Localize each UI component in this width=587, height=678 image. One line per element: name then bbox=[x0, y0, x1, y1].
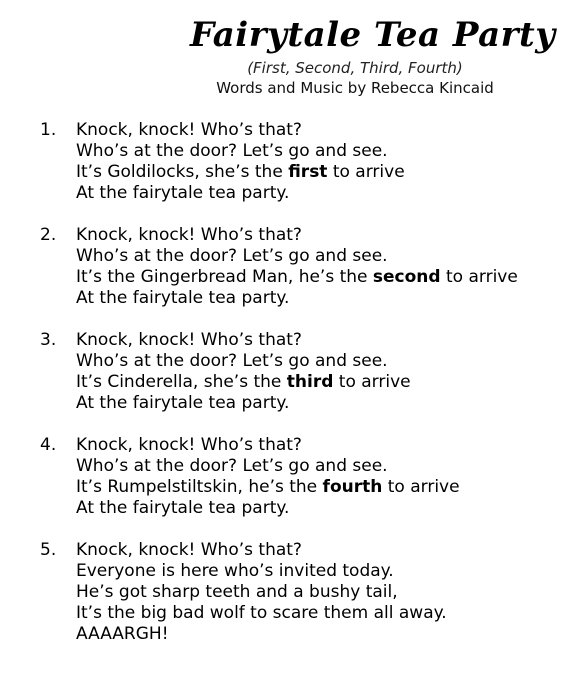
verse-lines bbox=[76, 330, 411, 414]
verse-line: Knock, knock! Who’s that? bbox=[76, 120, 302, 140]
verse-line: He’s got sharp teeth and a bushy tail, bbox=[76, 582, 398, 602]
verse-line bbox=[76, 162, 405, 183]
ordinal-word: first bbox=[288, 162, 328, 182]
verse-5 bbox=[40, 540, 570, 645]
verse-1 bbox=[40, 120, 570, 204]
verse-lines bbox=[76, 435, 460, 519]
verse-line: At the fairytale tea party. bbox=[76, 288, 290, 308]
verse-4 bbox=[40, 435, 570, 519]
verse-list bbox=[40, 120, 570, 666]
song-title: Fairytale Tea Party bbox=[190, 15, 556, 55]
verse-line-text: to arrive bbox=[440, 267, 518, 287]
verse-line: Knock, knock! Who’s that? bbox=[76, 435, 302, 455]
verse-line: Who’s at the door? Let’s go and see. bbox=[76, 351, 388, 371]
verse-line-text: It’s Cinderella, she’s the bbox=[76, 372, 287, 392]
verse-line bbox=[76, 477, 460, 498]
verse-line: At the fairytale tea party. bbox=[76, 393, 290, 413]
verse-line-text: It’s the Gingerbread Man, he’s the bbox=[76, 267, 373, 287]
verse-line-text: It’s Goldilocks, she’s the bbox=[76, 162, 289, 182]
verse-lines bbox=[76, 540, 447, 645]
verse-line bbox=[76, 267, 518, 288]
verse-lines bbox=[76, 120, 405, 204]
verse-line: It’s the big bad wolf to scare them all away. bbox=[76, 603, 447, 623]
verse-line: AAAARGH! bbox=[76, 624, 169, 644]
verse-number: 2. bbox=[40, 225, 57, 245]
verse-line-text: It’s Rumpelstiltskin, he’s the bbox=[76, 477, 323, 497]
verse-line-text: to arrive bbox=[333, 372, 411, 392]
verse-number: 1. bbox=[40, 120, 57, 140]
verse-line: Everyone is here who’s invited today. bbox=[76, 561, 394, 581]
verse-line: Knock, knock! Who’s that? bbox=[76, 330, 302, 350]
verse-line: Who’s at the door? Let’s go and see. bbox=[76, 246, 388, 266]
song-header bbox=[190, 14, 556, 98]
verse-3 bbox=[40, 330, 570, 414]
verse-line-text: to arrive bbox=[382, 477, 460, 497]
ordinal-word: second bbox=[372, 267, 441, 287]
verse-lines bbox=[76, 225, 518, 309]
verse-number: 3. bbox=[40, 330, 57, 350]
verse-number: 4. bbox=[40, 435, 57, 455]
verse-line bbox=[76, 372, 411, 393]
verse-number: 5. bbox=[40, 540, 57, 560]
verse-line: Who’s at the door? Let’s go and see. bbox=[76, 456, 388, 476]
verse-line-text: to arrive bbox=[327, 162, 405, 182]
verse-line: Knock, knock! Who’s that? bbox=[76, 225, 302, 245]
song-byline: Words and Music by Rebecca Kincaid bbox=[216, 79, 494, 97]
verse-line: At the fairytale tea party. bbox=[76, 498, 290, 518]
verse-line: Who’s at the door? Let’s go and see. bbox=[76, 141, 388, 161]
song-subtitle: (First, Second, Third, Fourth) bbox=[247, 59, 463, 77]
ordinal-word: third bbox=[286, 372, 334, 392]
ordinal-word: fourth bbox=[322, 477, 383, 497]
verse-line: Knock, knock! Who’s that? bbox=[76, 540, 302, 560]
verse-line: At the fairytale tea party. bbox=[76, 183, 290, 203]
verse-2 bbox=[40, 225, 570, 309]
